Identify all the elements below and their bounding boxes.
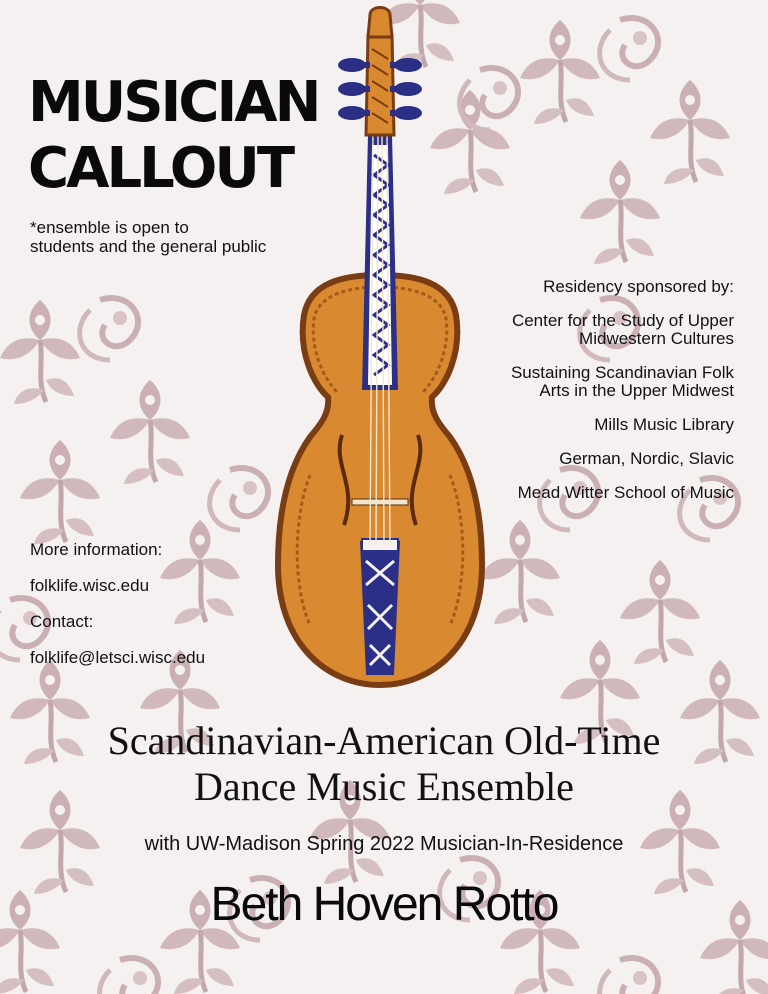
note-line-1: *ensemble is open to (30, 218, 189, 237)
sponsor-list (434, 312, 734, 502)
open-to-note (30, 218, 330, 256)
sponsor-item (434, 484, 734, 502)
sponsor-item (434, 364, 734, 400)
contact-block (30, 540, 270, 684)
residency-subtitle: with UW-Madison Spring 2022 Musician-In-Residence (144, 833, 624, 855)
sponsor-line: Mead Witter School of Music (517, 483, 734, 502)
website-link[interactable]: folklife.wisc.edu (30, 576, 150, 595)
sponsor-line: Midwestern Cultures (579, 329, 734, 348)
sponsor-line: Mills Music Library (594, 415, 734, 434)
sponsor-item (434, 312, 734, 348)
sponsor-line: German, Nordic, Slavic (559, 449, 734, 468)
performer-name: Beth Hoven Rotto (210, 878, 558, 931)
sponsor-item (434, 416, 734, 434)
sponsor-line: Sustaining Scandinavian Folk (510, 363, 734, 382)
note-line-2: students and the general public (30, 237, 267, 256)
title-line-1: MUSICIAN (28, 70, 319, 135)
sponsor-line: Center for the Study of Upper (511, 311, 734, 330)
ensemble-title (0, 718, 768, 810)
title-line-2: CALLOUT (28, 136, 293, 201)
email-link[interactable]: folklife@letsci.wisc.edu (30, 648, 206, 667)
poster-title (28, 70, 319, 202)
sponsor-line: Arts in the Upper Midwest (539, 381, 734, 400)
more-info-label: More information: (30, 540, 163, 559)
sponsors-heading: Residency sponsored by: (543, 277, 734, 296)
contact-label: Contact: (30, 612, 94, 631)
sponsor-item (434, 450, 734, 468)
ensemble-line-1: Scandinavian-American Old-Time (107, 718, 661, 763)
ensemble-line-2: Dance Music Ensemble (194, 764, 574, 809)
sponsors-block (434, 278, 734, 518)
